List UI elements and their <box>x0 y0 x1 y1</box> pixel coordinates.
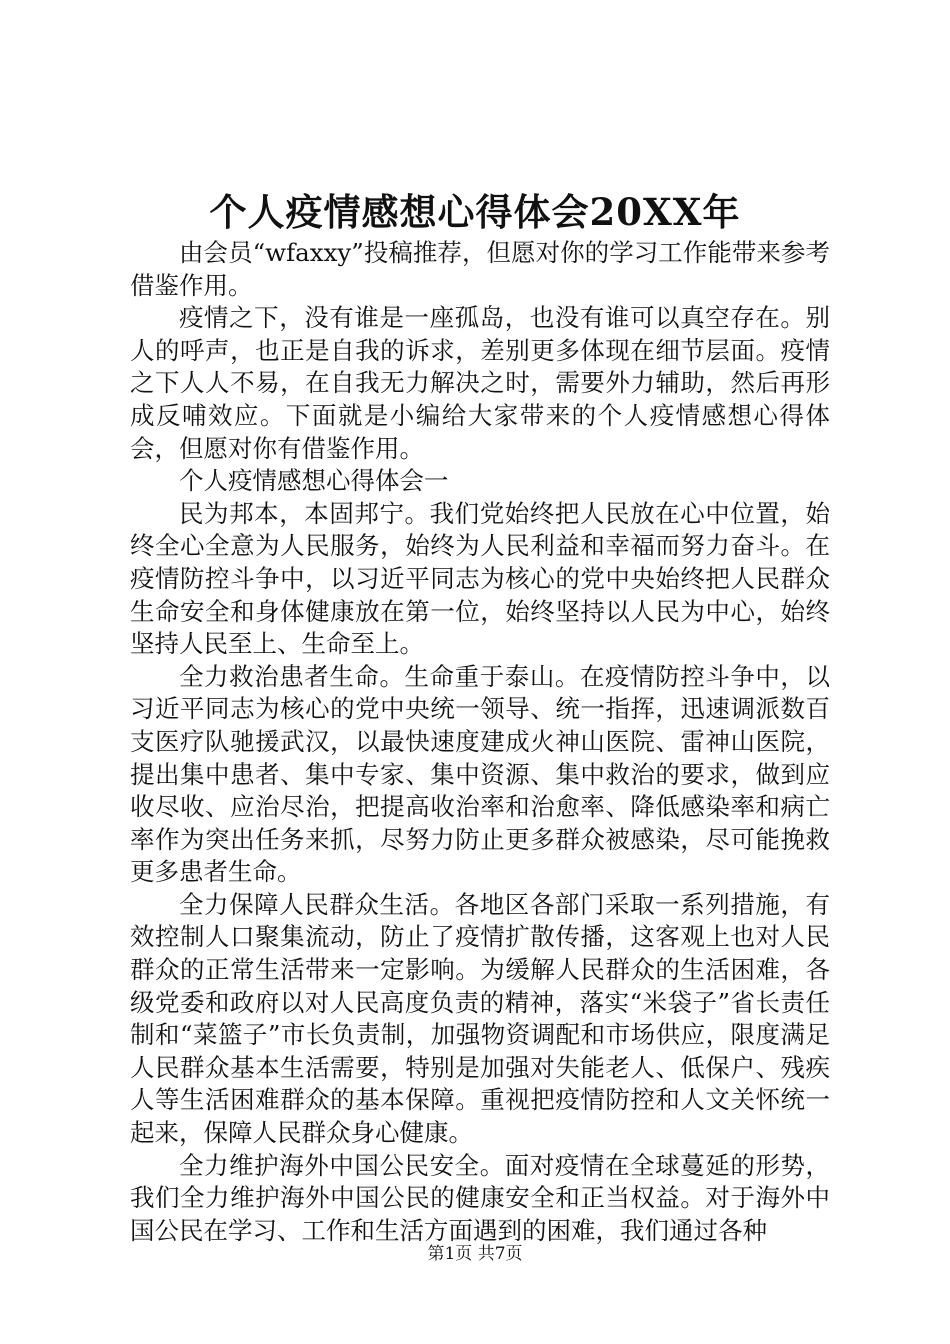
document-title: 个人疫情感想心得体会20XX年 <box>209 190 741 234</box>
paragraph: 全力保障人民群众生活。各地区各部门采取一系列措施，有效控制人口聚集流动，防止了疫情扩散传播，这客观上也对人民群众的正常生活带来一定影响。为缓解人民群众的生活困难，各级党委和政府以对人民高度负责的精神，落实“米袋子”省长责任制和“菜篮子”市长负责制，加强物资调配和市场供应，限度满足人民群众基本生活需要，特别是加强对失能老人、低保户、残疾人等生活困难群众的基本保障。重视把疫情防控和人文关怀统一起来，保障人民群众身心健康。 <box>130 889 830 1148</box>
document-body <box>130 237 830 1247</box>
section-heading: 个人疫情感想心得体会一 <box>179 466 449 496</box>
paragraph: 民为邦本，本固邦宁。我们党始终把人民放在心中位置，始终全心全意为人民服务，始终为人民利益和幸福而努力奋斗。在疫情防控斗争中，以习近平同志为核心的党中央始终把人民群众生命安全和身体健康放在第一位，始终坚持以人民为中心，始终坚持人民至上、生命至上。 <box>130 498 830 659</box>
paragraph: 全力救治患者生命。生命重于泰山。在疫情防控斗争中，以习近平同志为核心的党中央统一领导、统一指挥，迅速调派数百支医疗队驰援武汉，以最快速度建成火神山医院、雷神山医院，提出集中患者、集中专家、集中资源、集中救治的要求，做到应收尽收、应治尽治，把提高收治率和治愈率、降低感染率和病亡率作为突出任务来抓，尽努力防止更多群众被感染，尽可能挽救更多患者生命。 <box>130 661 830 887</box>
page-indicator: 第1页 共7页 <box>427 1244 523 1264</box>
paragraph: 全力维护海外中国公民安全。面对疫情在全球蔓延的形势，我们全力维护海外中国公民的健康安全和正当权益。对于海外中国公民在学习、工作和生活方面遇到的困难，我们通过各种 <box>130 1150 830 1245</box>
paragraph-preface: 疫情之下，没有谁是一座孤岛，也没有谁可以真空存在。别人的呼声，也正是自我的诉求，差别更多体现在细节层面。疫情之下人人不易，在自我无力解决之时，需要外力辅助，然后再形成反哺效应。下面就是小编给大家带来的个人疫情感想心得体会，但愿对你有借鉴作用。 <box>130 303 830 463</box>
paragraph-intro: 由会员“wfaxxy”投稿推荐，但愿对你的学习工作能带来参考借鉴作用。 <box>130 238 830 300</box>
